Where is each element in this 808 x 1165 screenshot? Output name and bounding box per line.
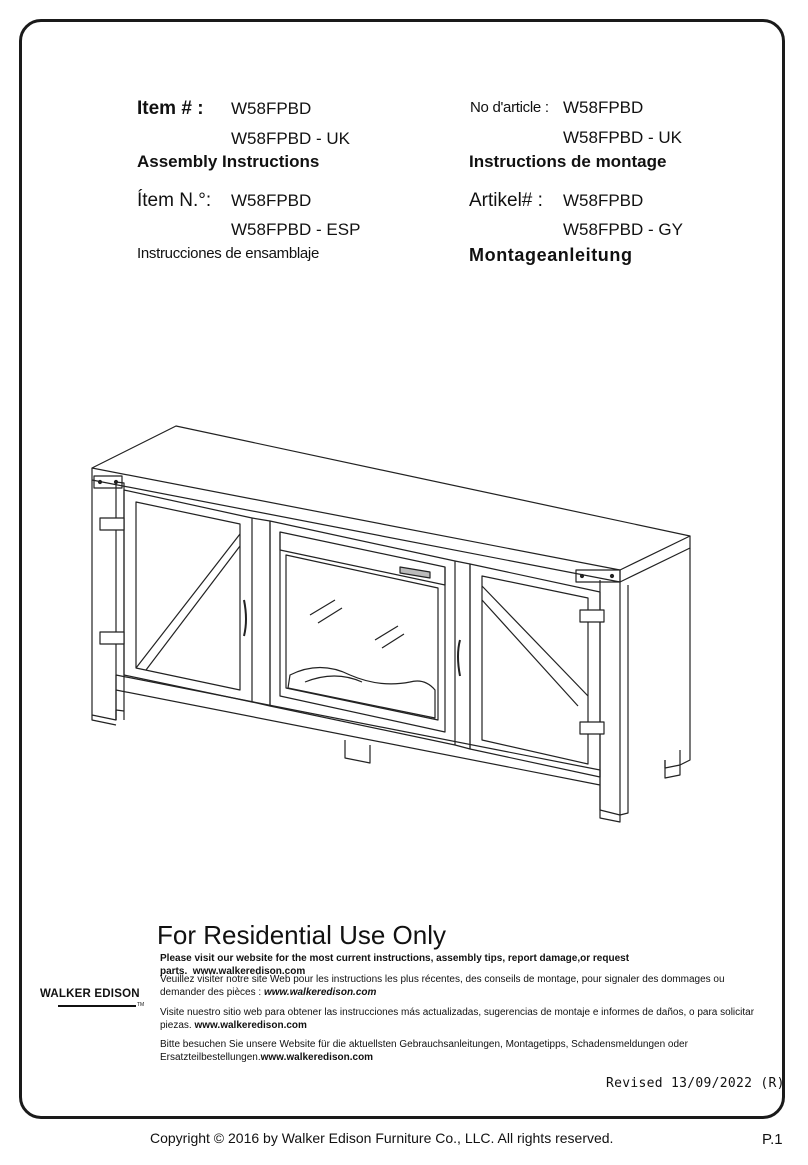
- instructions-heading: Instructions de montage: [469, 152, 667, 171]
- montage-heading: Montageanleitung: [469, 245, 633, 265]
- logo-text: WALKER EDISON: [40, 988, 140, 1000]
- logo-tm: TM: [137, 1002, 145, 1008]
- page-number: P.1: [762, 1131, 783, 1148]
- copyright: Copyright © 2016 by Walker Edison Furniture Co., LLC. All rights reserved.: [150, 1130, 614, 1146]
- tv-stand-fireplace-illustration: [80, 420, 720, 830]
- website-link-fr[interactable]: www.walkeredison.com: [263, 987, 377, 998]
- notice-french: Veuillez visiter notre site Web pour les instructions les plus récentes, des conseils de montage, pour signaler des dommages ou demander des pièces : www.walkeredison.com: [160, 974, 725, 998]
- revised-date: Revised 13/09/2022 (R): [606, 1076, 785, 1091]
- artikel-label: Artikel# :: [469, 190, 543, 211]
- notice-german: Bitte besuchen Sie unsere Website für die aktuellsten Gebrauchsanleitungen, Montagetipps, Schadensmeldungen oder Ersatzteilbestellungen.www.walkeredison.com: [160, 1039, 688, 1063]
- item-es-code: W58FPBD: [231, 191, 312, 210]
- assembly-heading: Assembly Instructions: [137, 152, 320, 171]
- item-code-uk: W58FPBD - UK: [231, 129, 351, 148]
- left-door: [124, 490, 252, 702]
- left-side: [92, 480, 116, 720]
- website-link-es[interactable]: www.walkeredison: [194, 1020, 284, 1031]
- fireplace-insert: [270, 521, 455, 745]
- center-leg: [345, 740, 370, 763]
- left-leg: [92, 715, 116, 725]
- no-article-label: No d'article :: [470, 99, 549, 116]
- no-article-code-uk: W58FPBD - UK: [563, 128, 683, 147]
- bottom-rail: [116, 675, 600, 785]
- website-link-de[interactable]: www.walkeredison.com: [260, 1052, 374, 1063]
- item-es-label: Ítem N.°:: [137, 190, 212, 211]
- right-side: [680, 548, 690, 765]
- instrucciones-heading: Instrucciones de ensamblaje: [137, 245, 320, 262]
- notice-spanish: Visite nuestro sitio web para obtener las instrucciones más actualizadas, sugerencias de montaje e informes de daños, o para solicitar piezas. www.walkeredison.com: [160, 1007, 755, 1031]
- stand-top: [92, 426, 690, 570]
- artikel-code: W58FPBD: [563, 191, 644, 210]
- logo-underline: [58, 1005, 136, 1007]
- website-link-en[interactable]: www.walkeredison.com: [192, 966, 306, 977]
- item-es-code-esp: W58FPBD - ESP: [231, 220, 361, 239]
- no-article-code: W58FPBD: [563, 98, 644, 117]
- right-leg: [600, 785, 620, 822]
- notice-english: Please visit our website for the most current instructions, assembly tips, report damage,or request parts. www.walkeredison.com: [160, 953, 630, 977]
- artikel-code-gy: W58FPBD - GY: [563, 220, 683, 239]
- item-label: Item # :: [137, 98, 204, 119]
- walker-edison-logo: [38, 986, 145, 1012]
- right-door: [458, 564, 600, 777]
- residential-title: For Residential Use Only: [157, 920, 446, 950]
- item-code: W58FPBD: [231, 99, 312, 118]
